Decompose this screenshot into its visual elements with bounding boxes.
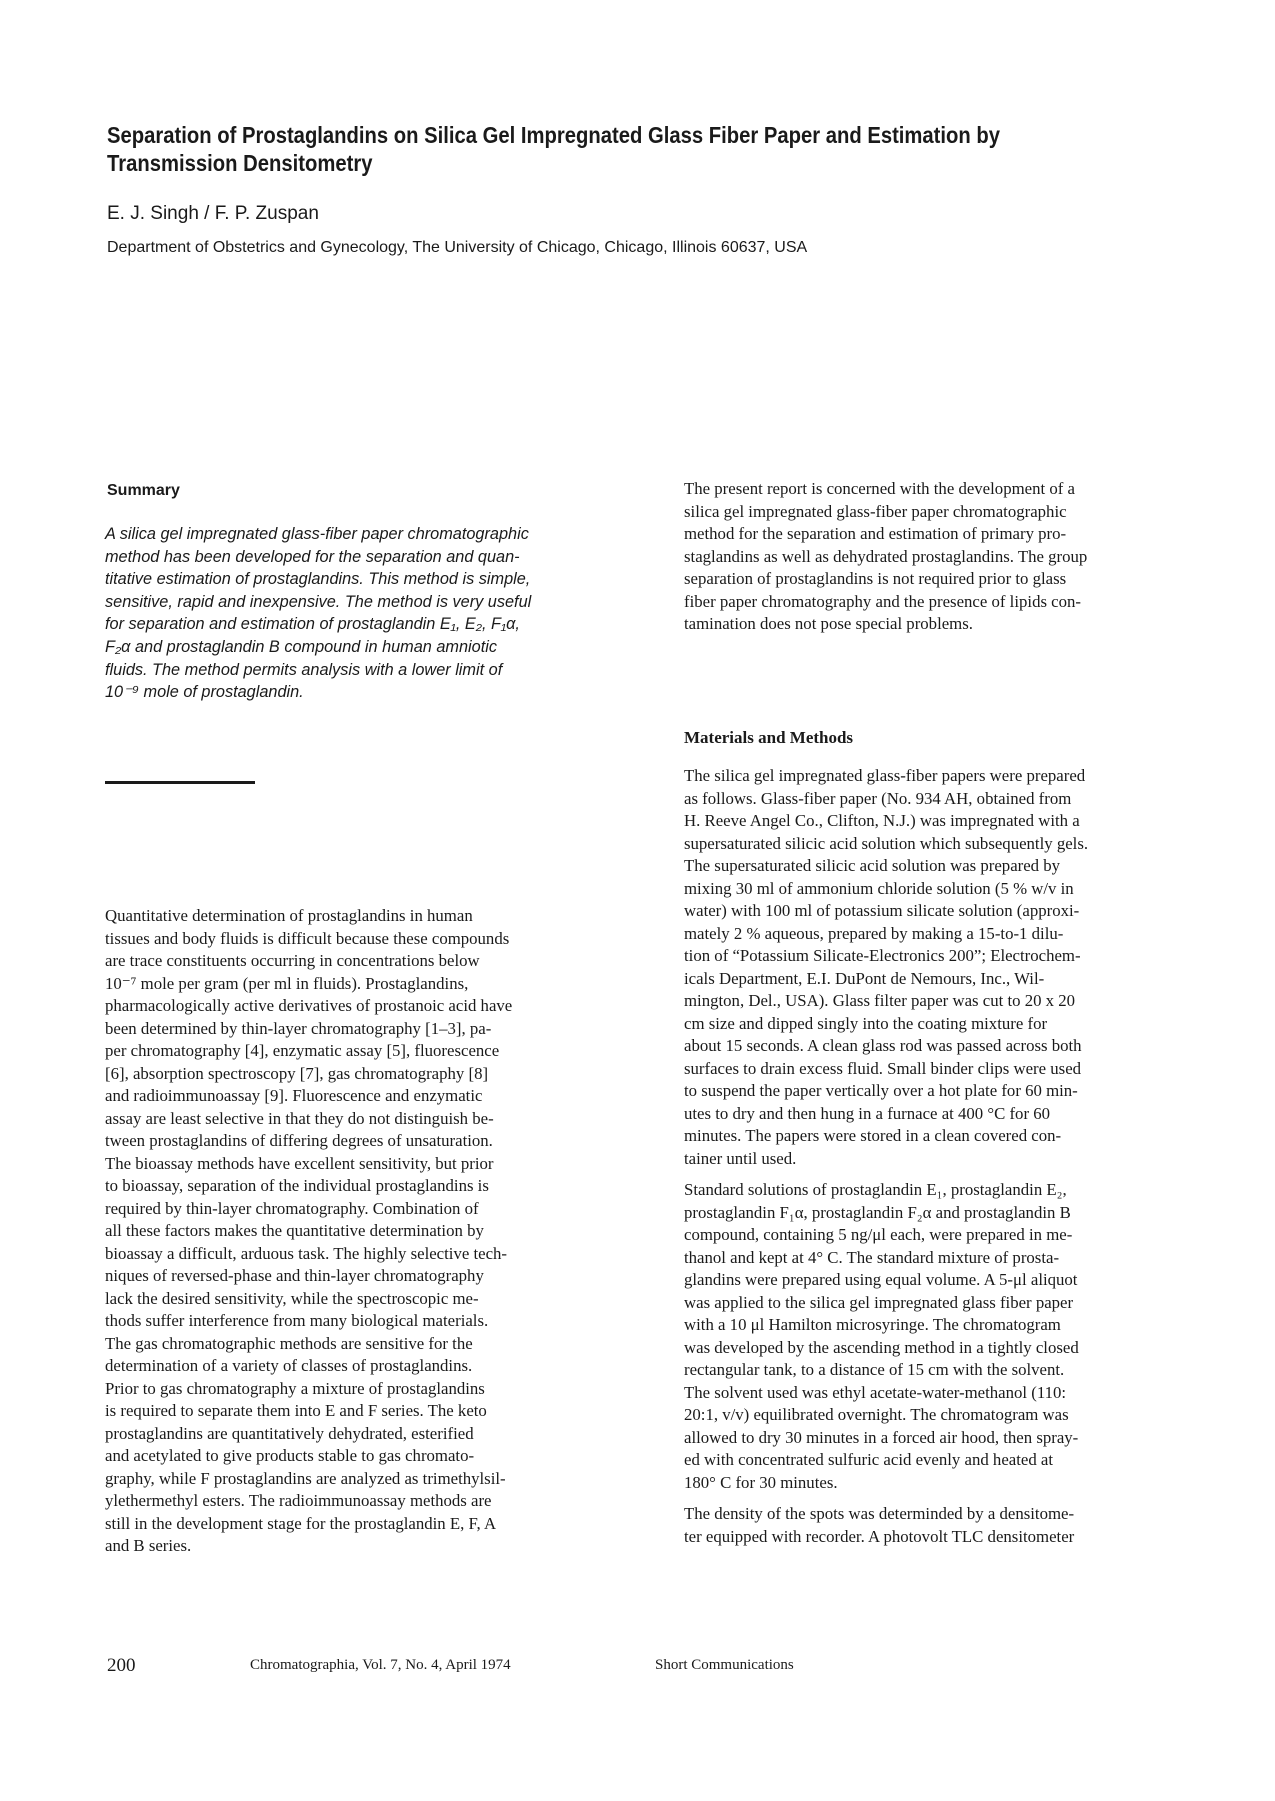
text-line: and radioimmunoassay [9]. Fluorescence and enzymatic [105,1086,483,1105]
summary-text [105,523,610,704]
text-line: tion of “Potassium Silicate-Electronics 200”; Electrochem- [684,946,1081,965]
text-line: [6], absorption spectroscopy [7], gas chromatography [8] [105,1063,489,1083]
text-line: mately 2 % aqueous, prepared by making a 15-to-1 dilu- [684,923,1064,943]
materials-paragraph-1 [684,765,1184,1170]
text-line: ed with concentrated sulfuric acid evenly and heated at [684,1450,1054,1469]
text-line: graphy, while F prostaglandins are analyzed as trimethylsil- [105,1468,506,1488]
text-line: are trace constituents occurring in concentrations below [105,951,480,970]
text-line: ylethermethyl esters. The radioimmunoassay methods are [105,1491,492,1510]
text-line: minutes. The papers were stored in a clean covered con- [684,1126,1062,1145]
text-line: icals Department, E.I. DuPont de Nemours, Inc., Wil- [684,968,1045,988]
text-line: mington, Del., USA). Glass filter paper was cut to 20 x 20 [684,991,1076,1010]
summary-line: titative estimation of prostaglandins. This method is simple, [105,570,531,589]
text-line: The supersaturated silicic acid solution was prepared by [684,856,1061,875]
text-line: and acetylated to give products stable to gas chromato- [105,1446,475,1465]
text-line: thanol and kept at 4° C. The standard mixture of prosta- [684,1247,1060,1267]
materials-paragraph-2 [684,1179,1184,1494]
text-line: Prior to gas chromatography a mixture of prostaglandins [105,1378,485,1398]
page-number: 200 [107,1655,136,1676]
journal-citation: Chromatographia, Vol. 7, No. 4, April 1974 [250,1657,511,1673]
text-line: 20:1, v/v) equilibrated overnight. The chromatogram was [684,1405,1069,1424]
article-title [107,121,1093,177]
text-line: H. Reeve Angel Co., Clifton, N.J.) was impregnated with a [684,811,1080,830]
text-line: niques of reversed-phase and thin-layer chromatography [105,1266,484,1285]
title-line-2: Transmission Densitometry [107,150,373,176]
text-line: as follows. Glass-fiber paper (No. 934 AH, obtained from [684,788,1072,808]
intro-left-column [105,905,615,1558]
text-line: compound, containing 5 ng/μl each, were prepared in me- [684,1225,1073,1244]
text-line: The solvent used was ethyl acetate-water-methanol (110: [684,1382,1067,1402]
summary-line: for separation and estimation of prostaglandin E₁, E₂, F₁α, [105,615,520,634]
text-line: 180° C for 30 minutes. [684,1472,838,1492]
text-line: tamination does not pose special problems. [684,614,973,633]
summary-line: fluids. The method permits analysis with a lower limit of [105,660,503,679]
text-line: still in the development stage for the prostaglandin E, F, A [105,1513,497,1533]
text-line: utes to dry and then hung in a furnace at 400 °C for 60 [684,1103,1051,1123]
section-label: Short Communications [655,1657,794,1673]
text-line: separation of prostaglandins is not required prior to glass [684,569,1067,588]
text-line: ter equipped with recorder. A photovolt TLC densitometer [684,1526,1075,1546]
text-line: was developed by the ascending method in a tightly closed [684,1337,1079,1357]
text-line: assay are least selective in that they do not distinguish be- [105,1108,494,1128]
summary-line: sensitive, rapid and inexpensive. The method is very useful [105,592,532,611]
text-line: prostaglandins are quantitatively dehydrated, esterified [105,1423,474,1443]
text-line: thods suffer interference from many biological materials. [105,1311,489,1330]
text-line: pharmacologically active derivatives of prostanoic acid have [105,996,513,1015]
text-line: 10⁻⁷ mole per gram (per ml in fluids). Prostaglandins, [105,973,469,993]
text-line: all these factors makes the quantitative determination by [105,1221,484,1240]
text-line: prostaglandin F₁α, prostaglandin F₂α and prostaglandin B [684,1202,1071,1222]
summary-heading: Summary [107,482,180,499]
text-line: The silica gel impregnated glass-fiber papers were prepared [684,766,1086,785]
text-line: lack the desired sensitivity, while the spectroscopic me- [105,1288,479,1308]
text-line: The gas chromatographic methods are sensitive for the [105,1333,473,1353]
text-line: surfaces to drain excess fluid. Small binder clips were used [684,1058,1082,1078]
intro-right-column [684,478,1184,636]
summary-line: method has been developed for the separation and quan- [105,547,520,566]
text-line: about 15 seconds. A clean glass rod was passed across both [684,1036,1082,1055]
text-line: The present report is concerned with the development of a [684,479,1075,498]
text-line: to suspend the paper vertically over a hot plate for 60 min- [684,1081,1078,1100]
text-line: tween prostaglandins of differing degrees of unsaturation. [105,1131,493,1150]
materials-paragraph-3 [684,1503,1184,1548]
text-line: bioassay a difficult, arduous task. The highly selective tech- [105,1243,508,1263]
text-line: staglandins as well as dehydrated prostaglandins. The group [684,546,1088,566]
text-line: Quantitative determination of prostaglandins in human [105,906,473,925]
text-line: water) with 100 ml of potassium silicate solution (approxi- [684,901,1080,920]
text-line: required by thin-layer chromatography. Combination of [105,1198,479,1218]
summary-line: 10⁻⁹ mole of prostaglandin. [105,683,304,702]
text-line: cm size and dipped singly into the coating mixture for [684,1013,1048,1033]
materials-methods-heading: Materials and Methods [684,728,854,747]
text-line: was applied to the silica gel impregnated glass fiber paper [684,1292,1074,1312]
authors: E. J. Singh / F. P. Zuspan [107,203,319,224]
text-line: mixing 30 ml of ammonium chloride solution (5 % w/v in [684,878,1074,898]
text-line: glandins were prepared using equal volume. A 5-μl aliquot [684,1270,1078,1289]
section-divider [105,781,255,784]
text-line: method for the separation and estimation of primary pro- [684,524,1067,543]
text-line: allowed to dry 30 minutes in a forced air hood, then spray- [684,1427,1079,1447]
text-line: silica gel impregnated glass-fiber paper chromatographic [684,501,1067,521]
text-line: The bioassay methods have excellent sensitivity, but prior [105,1153,494,1173]
materials-methods-body [684,765,1184,1557]
text-line: per chromatography [4], enzymatic assay [5], fluorescence [105,1041,500,1060]
text-line: tainer until used. [684,1148,797,1168]
text-line: The density of the spots was determinded by a densitome- [684,1504,1075,1523]
affiliation: Department of Obstetrics and Gynecology, The University of Chicago, Chicago, Illinois 60637, USA [107,239,808,256]
text-line: rectangular tank, to a distance of 15 cm with the solvent. [684,1360,1065,1379]
text-line: determination of a variety of classes of prostaglandins. [105,1356,473,1375]
text-line: fiber paper chromatography and the presence of lipids con- [684,591,1081,611]
text-line: is required to separate them into E and F series. The keto [105,1401,487,1420]
title-line-1: Separation of Prostaglandins on Silica Gel Impregnated Glass Fiber Paper and Estimation by [107,122,1001,148]
summary-line: A silica gel impregnated glass-fiber paper chromatographic [105,525,529,543]
text-line: tissues and body fluids is difficult because these compounds [105,928,510,948]
text-line: Standard solutions of prostaglandin E₁, prostaglandin E₂, [684,1180,1067,1199]
text-line: to bioassay, separation of the individual prostaglandins is [105,1176,489,1195]
text-line: with a 10 μl Hamilton microsyringe. The chromatogram [684,1315,1061,1334]
text-line: and B series. [105,1536,192,1555]
text-line: been determined by thin-layer chromatography [1–3], pa- [105,1018,492,1038]
text-line: supersaturated silicic acid solution which subsequently gels. [684,833,1089,853]
summary-line: F₂α and prostaglandin B compound in human amniotic [105,637,497,656]
